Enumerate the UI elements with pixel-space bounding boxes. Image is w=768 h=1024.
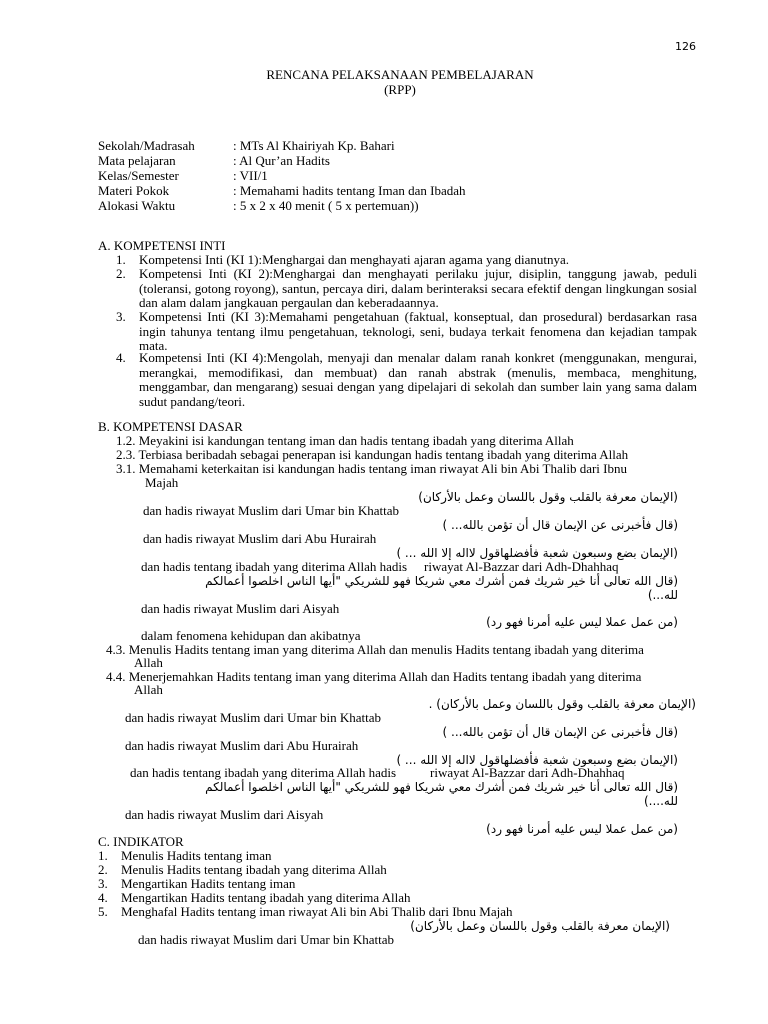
- ki-text: Kompetensi Inti (KI 3):Memahami pengetahuan (faktual, konseptual, dan prosedural) berdasarkan rasa ingin tahunya tentang ilmu pengetahuan, teknologi, seni, budaya terkait fenomena dan kejadian tampak mata.: [139, 309, 697, 353]
- kd-4-3: 4.3. Menulis Hadits tentang iman yang diterima Allah dan menulis Hadits tentang ibadah yang diterima: [106, 642, 644, 657]
- indicator-text: Menulis Hadits tentang iman: [121, 848, 272, 863]
- arabic-hadith-bazzar: (قال الله تعالى أنا خير شريك فمن أشرك معي شريكا فهو للشريكي "أيها الناس اخلصوا أعمالكم: [205, 574, 678, 588]
- ki-number: 4.: [116, 350, 126, 365]
- kd-2-3: 2.3. Terbiasa beribadah sebagai penerapan isi kandungan hadis tentang ibadah yang diterima Allah: [116, 447, 629, 462]
- document-title: [0, 68, 768, 97]
- indicator-text: Menghafal Hadits tentang iman riwayat Ali bin Abi Thalib dari Ibnu Majah: [121, 904, 513, 919]
- hadith-source-umar: dan hadis riwayat Muslim dari Umar bin Khattab: [138, 932, 394, 947]
- section-c-heading: C. INDIKATOR: [98, 834, 184, 849]
- hadith-source-aisyah: dan hadis riwayat Muslim dari Aisyah: [141, 601, 340, 616]
- hadith-source-aisyah: dan hadis riwayat Muslim dari Aisyah: [125, 807, 324, 822]
- arabic-hadith-bazzar: (قال الله تعالى أنا خير شريك فمن أشرك معي شريكا فهو للشريكي "أيها الناس اخلصوا أعمالكم: [205, 780, 678, 794]
- arabic-hadith-iman: (الإيمان معرفة بالقلب وقول باللسان وعمل بالأركان) .: [428, 697, 696, 711]
- hadith-source-bazzar: riwayat Al-Bazzar dari Adh-Dhahhaq: [424, 559, 619, 574]
- indicator-text: Mengartikan Hadits tentang ibadah yang diterima Allah: [121, 890, 411, 905]
- arabic-hadith-bazzar-cont: لله....): [643, 794, 678, 808]
- ki-number: 2.: [116, 266, 126, 281]
- arabic-hadith-bazzar-cont: لله...): [647, 588, 678, 602]
- indicator-number: 2.: [98, 862, 108, 877]
- arabic-hadith-iman: (الإيمان معرفة بالقلب وقول باللسان وعمل بالأركان): [410, 919, 670, 933]
- identity-label-time: Alokasi Waktu: [98, 198, 176, 213]
- hadith-source-umar: dan hadis riwayat Muslim dari Umar bin Khattab: [143, 503, 399, 518]
- kd-4-3-cont: Allah: [134, 655, 163, 670]
- arabic-hadith-umar: (قال فأخبرنى عن الإيمان قال أن تؤمن بالله... ): [442, 518, 678, 532]
- ki-text: Kompetensi Inti (KI 2):Menghargai dan menghayati perilaku jujur, disiplin, tanggung jawab, peduli (toleransi, gotong royong), santun, percaya diri, dalam berinteraksi secara efektif dengan lingkungan sosial dan alam dalam jangkauan pergaulan dan keberadaannya.: [139, 266, 697, 310]
- identity-label-subject: Mata pelajaran: [98, 153, 176, 168]
- identity-value-subject: : Al Qur’an Hadits: [233, 153, 330, 168]
- kd-4-4: 4.4. Menerjemahkan Hadits tentang iman yang diterima Allah dan Hadits tentang ibadah yang diterima: [106, 669, 642, 684]
- phenomena-text: dalam fenomena kehidupan dan akibatnya: [141, 628, 361, 643]
- arabic-hadith-abu-hurairah: (الإيمان بضع وسبعون شعبة فأفضلهاقول لااله إلا الله ... ): [396, 546, 678, 560]
- indicator-number: 5.: [98, 904, 108, 919]
- page-number: 126: [675, 40, 696, 53]
- arabic-hadith-umar: (قال فأخبرنى عن الإيمان قال أن تؤمن بالله... ): [442, 725, 678, 739]
- indicator-number: 3.: [98, 876, 108, 891]
- kd-3-1: 3.1. Memahami keterkaitan isi kandungan hadis tentang iman riwayat Ali bin Abi Thalib dari Ibnu: [116, 461, 627, 476]
- hadith-source-ibadah: dan hadis tentang ibadah yang diterima Allah hadis: [130, 765, 397, 780]
- identity-value-school: : MTs Al Khairiyah Kp. Bahari: [233, 138, 395, 153]
- identity-value-class: : VII/1: [233, 168, 268, 183]
- section-a-heading: A. KOMPETENSI INTI: [98, 238, 226, 253]
- identity-value-topic: : Memahami hadits tentang Iman dan Ibadah: [233, 183, 466, 198]
- identity-value-time: : 5 x 2 x 40 menit ( 5 x pertemuan)): [233, 198, 419, 213]
- indicator-number: 1.: [98, 848, 108, 863]
- hadith-source-bazzar: riwayat Al-Bazzar dari Adh-Dhahhaq: [430, 765, 625, 780]
- hadith-source-umar: dan hadis riwayat Muslim dari Umar bin Khattab: [125, 710, 381, 725]
- indicator-text: Menulis Hadits tentang ibadah yang diterima Allah: [121, 862, 387, 877]
- ki-text: Kompetensi Inti (KI 4):Mengolah, menyaji dan menalar dalam ranah konkret (menggunakan, mengurai, merangkai, memodifikasi, dan membuat) dan ranah abstrak (menulis, membaca, menghitung, menggambar, dan mengarang) sesuai dengan yang dipelajari di sekolah dan sumber lain yang sama dalam sudut pandang/teori.: [139, 350, 697, 409]
- indicator-text: Mengartikan Hadits tentang iman: [121, 876, 296, 891]
- title-sub: (RPP): [384, 81, 416, 97]
- arabic-hadith-aisyah: (من عمل عملا ليس عليه أمرنا فهو رد): [486, 615, 678, 629]
- ki-number: 3.: [116, 309, 126, 324]
- arabic-hadith-iman: (الإيمان معرفة بالقلب وقول باللسان وعمل بالأركان): [418, 490, 678, 504]
- hadith-source-abu-hurairah: dan hadis riwayat Muslim dari Abu Hurairah: [125, 738, 359, 753]
- ki-number: 1.: [116, 252, 126, 267]
- arabic-hadith-abu-hurairah: (الإيمان بضع وسبعون شعبة فأفضلهاقول لااله إلا الله ... ): [396, 753, 678, 767]
- arabic-hadith-aisyah: (من عمل عملا ليس عليه أمرنا فهو رد): [486, 822, 678, 836]
- ki-text: Kompetensi Inti (KI 1):Menghargai dan menghayati ajaran agama yang dianutnya.: [139, 252, 570, 267]
- kd-1-2: 1.2. Meyakini isi kandungan tentang iman dan hadis tentang ibadah yang diterima Allah: [116, 433, 574, 448]
- kd-4-4-cont: Allah: [134, 682, 163, 697]
- title-main: RENCANA PELAKSANAAN PEMBELAJARAN: [266, 67, 534, 82]
- hadith-source-abu-hurairah: dan hadis riwayat Muslim dari Abu Hurairah: [143, 531, 377, 546]
- identity-label-class: Kelas/Semester: [98, 168, 179, 183]
- identity-label-school: Sekolah/Madrasah: [98, 138, 195, 153]
- identity-label-topic: Materi Pokok: [98, 183, 170, 198]
- section-b-heading: B. KOMPETENSI DASAR: [98, 419, 243, 434]
- indicator-number: 4.: [98, 890, 108, 905]
- kd-3-1-cont: Majah: [145, 475, 179, 490]
- hadith-source-ibadah: dan hadis tentang ibadah yang diterima Allah hadis: [141, 559, 408, 574]
